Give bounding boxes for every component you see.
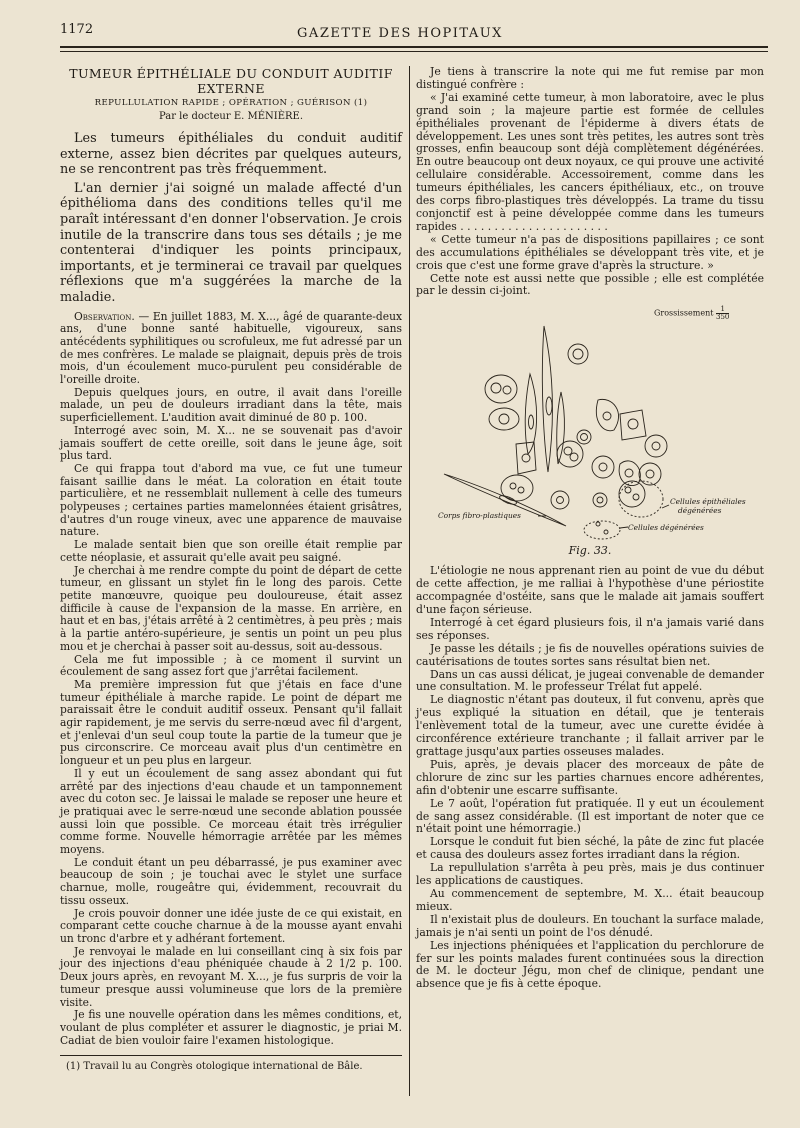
cell-nucleus [599, 463, 607, 471]
paragraph [60, 311, 402, 387]
article-author: Par le docteur E. MÉNIÈRE. [158, 111, 304, 122]
label-degenerated-cells: Cellules dégénérées [628, 523, 704, 533]
histology-figure [416, 304, 764, 540]
cell-nucleus [510, 483, 516, 489]
observation-section [60, 311, 402, 1048]
paragraph: Le diagnostic n'étant pas douteux, il fut convenu, après que j'eus expliqué la situation en détail, que je tenterais l'enlèvement total de la tumeur, avec une curette évidée à circonférence extérieure tranchante ; il fallait arriver par le grattage jusqu'aux parties osseuses malades. [416, 693, 764, 758]
paragraph: Ma première impression fut que j'étais en face d'une tumeur épithéliale à marche rapide. Le point de départ me paraissait être le conduit auditif osseux. Pensant qu'il fallait agir rapidement, je me servis du serre-nœud avec fil d'argent, et j'enlevai d'un seul coup toute la partie de la tumeur que je pus circonscrire. Ce morceau avait plus d'un centimètre en longueur et un peu plus en largeur. [60, 677, 402, 768]
paragraph: Cette note est aussi nette que possible ; elle est complétée par le dessin ci-joint. [416, 271, 764, 298]
article-title: TUMEUR ÉPITHÉLIALE DU CONDUIT AUDITIF EXTERNE [69, 66, 393, 96]
paragraph: La repullulation s'arrêta à peu près, mais je dus continuer les applications de caustiques. [416, 861, 764, 888]
epithelial-cell [516, 442, 536, 474]
paragraph: « J'ai examiné cette tumeur, à mon laboratoire, avec le plus grand soin ; la majeure partie est formée de cellules épithéliales provenant de l'épiderme à divers états de développement. Les unes sont très petites, les autres sont très grosses, enfin beaucoup sont déjà complètement dégénérées. En outre beaucoup ont deux noyaux, ce qui prouve une activité cellulaire considérable. Accessoirement, comme dans les tumeurs épithéliales, les cancers épithéliaux, etc., on trouve des corps fibro-plastiques très développés. La trame du tissu conjonctif est à peine développée comme dans les tumeurs rapides . . . . . . . . . . . . . . . . . . . . . . [416, 90, 764, 233]
cell-nucleus [557, 497, 564, 504]
cell-nucleus [633, 494, 639, 500]
paragraph: Le conduit étant un peu débarrassé, je pus examiner avec beaucoup de soin ; je touchai avec le stylet une surface charnue, molle, rougeâtre qui, évidemment, recouvrait du tissu osseux. [60, 855, 402, 907]
paragraph: Cela me fut impossible ; à ce moment il survint un écoulement de sang assez fort que j'arrêtai facilement. [60, 652, 402, 679]
paragraph: Interrogé à cet égard plusieurs fois, il n'a jamais varié dans ses réponses. [416, 615, 764, 642]
fibro-cell [557, 392, 565, 464]
paragraph: Je passe les détails ; je fis de nouvelles opérations suivies de cautérisations de toutes sortes sans résultat bien net. [416, 641, 764, 668]
epithelial-cell [501, 475, 533, 501]
degenerated-cell [619, 481, 663, 517]
epithelial-cell [568, 344, 588, 364]
epithelial-cell [489, 408, 519, 430]
paragraph: Je crois pouvoir donner une idée juste de ce qui existait, en comparant cette couche charnue à de la mousse ayant envahi un tronc d'arbre et y adhérant fortement. [60, 906, 402, 945]
paragraph: Le 7 août, l'opération fut pratiquée. Il y eut un écoulement de sang assez considérable. (Il est important de noter que ce n'était point une hémorragie.) [416, 796, 764, 836]
degenerated-cell [596, 522, 600, 526]
paragraph: L'étiologie ne nous apprenant rien au point de vue du début de cette affection, je me ralliai à l'hypothèse d'une périostite accompagnée d'ostéite, sans que le malade ait jamais souffert d'une façon sérieuse. [416, 564, 764, 617]
label-epithelial-cells [670, 497, 746, 515]
paragraph: Je fis une nouvelle opération dans les mêmes conditions, et, voulant de plus compléter et assurer le diagnostic, je priai M. Cadiat de bien vouloir faire l'examen histologique. [60, 1008, 402, 1047]
lead-section [60, 131, 402, 306]
cell-nucleus [646, 470, 654, 478]
epithelial-cell [592, 456, 614, 478]
cell-nucleus [503, 386, 511, 394]
paragraph: Interrogé avec soin, M. X... ne se souvenait pas d'avoir jamais souffert de cette oreille, soit dans le jeune âge, soit plus tard. [60, 423, 402, 463]
degenerated-cell [604, 530, 608, 534]
magnification-fraction [716, 306, 729, 321]
paragraph: Il y eut un écoulement de sang assez abondant qui fut arrêté par des injections d'eau chaude et un tamponnement avec du coton sec. Je laissai le malade se reposer une heure et je pratiquai avec le serre-nœud une seconde ablation poussée aussi loin que possible. Ce morceau était très irrégulier comme forme. Nouvelle hémorragie arrêtée par les mêmes moyens. [60, 766, 402, 857]
paragraph: Il n'existait plus de douleurs. En touchant la surface malade, jamais je n'ai senti un point de l'os dénudé. [416, 912, 764, 939]
epithelial-cell [620, 410, 646, 440]
cell-nucleus [564, 447, 572, 455]
cell-nucleus [603, 412, 611, 420]
paragraph: Puis, après, je devais placer des morceaux de pâte de chlorure de zinc sur les parties charnues encore adhérentes, afin d'obtenir une escarre suffisante. [416, 757, 764, 797]
epithelial-cell [619, 481, 645, 507]
article-subtitle: REPULLULATION RAPIDE ; OPÉRATION ; GUÉRISON (1) [94, 98, 368, 108]
label-leader [662, 505, 669, 508]
epithelial-cell [577, 430, 591, 444]
magnification-numerator: 1 [716, 306, 729, 314]
paragraph: Je renvoyai le malade en lui conseillant cinq à six fois par jour des injections d'eau phéniquée chaude à 2 1/2 p. 100. Deux jours après, en revoyant M. X..., je fus surpris de voir la tumeur presque aussi volumineuse que lors de la première visite. [60, 944, 402, 1009]
paragraph: Au commencement de septembre, M. X... était beaucoup mieux. [416, 886, 764, 913]
paragraph: Je tiens à transcrire la note qui me fut remise par mon distingué confrère : [416, 65, 764, 91]
observation-text: — En juillet 1883, M. X..., âgé de quarante-deux ans, d'une bonne santé habituelle, vigoureux, sans antécédents syphilitiques ou scrofuleux, me fut adressé par un de mes confrères. Le malade se plaignait, depuis près de trois mois, d'un écoulement muco-purulent peu considérable de l'oreille droite. [60, 309, 402, 387]
epithelial-cell [596, 400, 618, 431]
magnification-denominator: 350 [715, 313, 730, 322]
paragraph: Lorsque le conduit fut bien séché, la pâte de zinc fut placée et causa des douleurs assez fortes irradiant dans la région. [416, 835, 764, 862]
cell-nucleus [518, 487, 524, 493]
epithelial-cell [551, 491, 569, 509]
paragraph: Le malade sentait bien que son oreille était remplie par cette néoplasie, et assurait qu'elle avait peu saigné. [60, 538, 402, 564]
paragraph: L'an dernier j'ai soigné un malade affecté d'un épithélioma dans des conditions telles qu'il me paraît intéressant d'en donner l'observation. Je crois inutile de la transcrire dans tous ses détails ; je me contenterai d'indiquer les points principaux, importants, et je terminerai ce travail par quelques réflexions que m'a suggérées la marche de la maladie. [60, 180, 402, 305]
cell-nucleus [597, 497, 603, 503]
label-epithelial-line2: dégénérées [678, 506, 722, 516]
footnote-rule [60, 1055, 402, 1056]
cell-nucleus [499, 494, 518, 506]
cell-nucleus [625, 469, 633, 477]
cell-nucleus [529, 415, 534, 429]
paragraph: Depuis quelques jours, en outre, il avait dans l'oreille malade, un peu de douleurs irradiant dans la tête, mais superficiellement. L'audition avait diminué de 80 p. 100. [60, 385, 402, 425]
figure-caption: Fig. 33. [568, 544, 612, 558]
cell-nucleus [522, 454, 530, 462]
paragraph: « Cette tumeur n'a pas de dispositions papillaires ; ce sont des accumulations épithéliales se développant très vite, et je crois que c'est une forme grave d'après la structure. » [416, 232, 764, 272]
paragraph: Ce qui frappa tout d'abord ma vue, ce fut une tumeur faisant saillie dans le méat. La coloration en était toute particulière, et ne ressemblait nullement à celle des tumeurs polypeuses ; certaines parties mamelonnées étaient grisâtres, d'autres d'un rouge vineux, avec une apparence de mauvaise nature. [60, 461, 402, 539]
epithelial-cell [645, 435, 667, 457]
paragraph: Je cherchai à me rendre compte du point de départ de cette tumeur, en glissant un stylet fin le long des parois. Cette petite manœuvre, quoique peu douloureuse, était assez difficile à cause de l'expansion de la masse. En arrière, en haut et en bas, j'étais arrêté à 2 centimètres, à peu près ; mais à la partie antéro-supérieure, je sentis un point un peu plus mou et je cherchai à passer soit au-dessus, soit au-dessous. [60, 563, 402, 653]
cell-nucleus [625, 487, 631, 493]
right-column [416, 66, 764, 991]
paragraph: Les tumeurs épithéliales du conduit auditif externe, assez bien décrites par quelques auteurs, ne se rencontrent pas très fréquemment. [60, 131, 402, 178]
cell-nucleus [499, 414, 509, 424]
label-leader [620, 527, 628, 528]
cell-nucleus [652, 442, 660, 450]
cell-nucleus [491, 383, 501, 393]
header-rule-thin [60, 51, 768, 52]
page-number: 1172 [60, 22, 94, 37]
cell-nucleus [581, 434, 588, 441]
epithelial-cell [639, 463, 661, 485]
observation-label: Observation. [74, 309, 135, 323]
left-column [60, 66, 402, 1073]
header-rule [60, 46, 768, 48]
magnification-label [654, 306, 729, 321]
label-epithelial-line1: Cellules épithéliales [670, 497, 746, 507]
degenerated-cell [584, 521, 620, 539]
cell-nucleus [628, 419, 638, 429]
paragraph: Les injections phéniquées et l'application du perchlorure de fer sur les points malades furent continuées sous la direction de M. le docteur Jégu, mon chef de clinique, pendant une absence que je fis à cette époque. [416, 938, 764, 991]
column-divider [409, 66, 410, 1096]
epithelial-cell [593, 493, 607, 507]
journal-title: GAZETTE DES HOPITAUX [297, 26, 503, 41]
magnification-text: Grossissement [654, 308, 714, 318]
cell-nucleus [546, 397, 552, 415]
label-fibro-plastic: Corps fibro-plastiques [438, 511, 521, 521]
cell-nucleus [570, 453, 578, 461]
paragraph: Dans un cas aussi délicat, je jugeai convenable de demander une consultation. M. le professeur Trélat fut appelé. [416, 667, 764, 694]
cell-nucleus [573, 349, 583, 359]
footnote: (1) Travail lu au Congrès otologique international de Bâle. [66, 1061, 363, 1073]
